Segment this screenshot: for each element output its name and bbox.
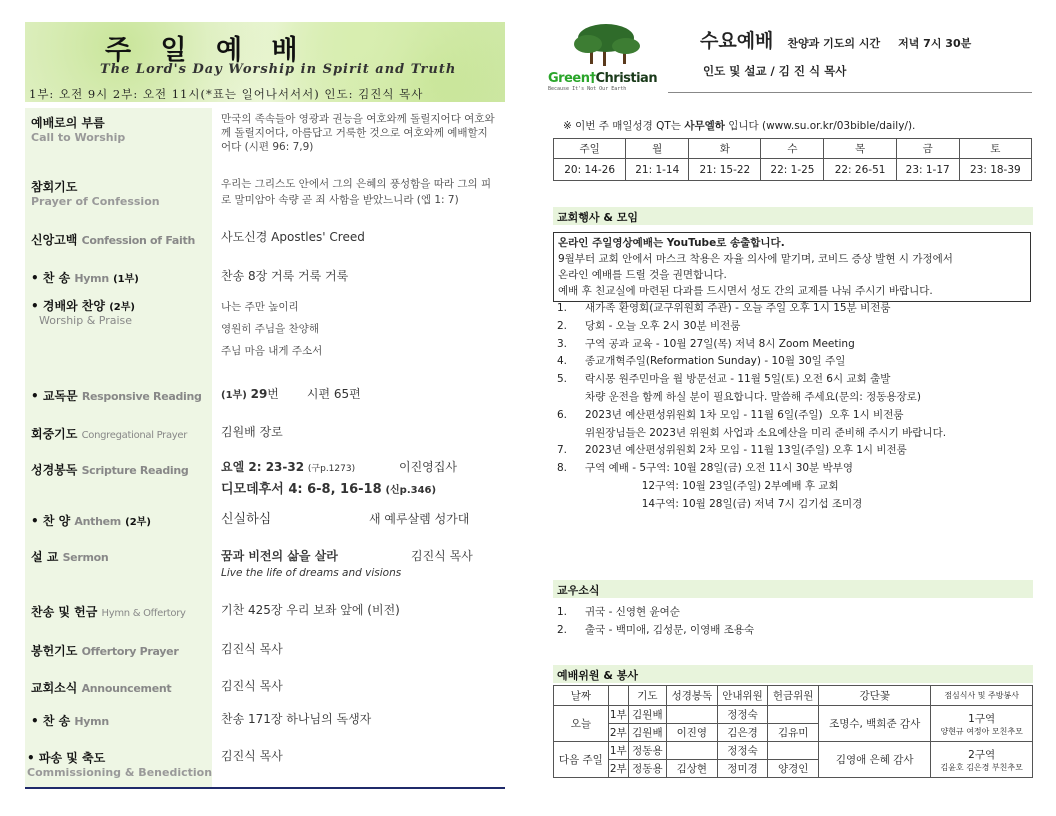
tree-icon	[548, 20, 668, 68]
item-text: 귀국 - 신영현 윤여순	[585, 606, 680, 618]
order-value: 김진식 목사	[221, 679, 283, 693]
servers-header: 예배위원 & 봉사	[553, 665, 1033, 683]
order-value: 우리는 그리스도 안에서 그의 은혜의 풍성함을 따라 그의 피로 말미암아 속량 곧 죄 사함을 받았느니라 (엡 1: 7)	[221, 178, 492, 206]
order-label: • 경배와 찬양 (2부) Worship & Praise	[31, 299, 135, 327]
order-label: 봉헌기도 Offertory Prayer	[31, 644, 179, 658]
item-text: 구역 공과 교육 - 10월 27일(목) 저녁 8시 Zoom Meeting	[585, 337, 855, 350]
item-text: 당회 - 오늘 오후 2시 30분 비전룸	[585, 319, 741, 332]
order-label: 찬송 및 헌금 Hymn & Offertory	[31, 605, 186, 619]
sermon-value: 꿈과 비전의 삶을 살라 김진식 목사 Live the life of dreams and visions	[221, 549, 473, 579]
item-text: 12구역: 10월 23일(주일) 2부예배 후 교회	[585, 480, 839, 492]
item-number: 5.	[557, 373, 568, 386]
list-item	[557, 478, 839, 493]
wednesday-leader: 인도 및 설교 / 김 진 식 목사	[703, 64, 847, 78]
sunday-subtitle: The Lord's Day Worship in Spirit and Truth	[100, 62, 457, 77]
item-text: 출국 - 백미애, 김성문, 이영배 조용숙	[585, 624, 755, 636]
order-value: 기찬 425장 우리 보좌 앞에 (비전)	[221, 603, 400, 617]
list-item	[557, 622, 754, 637]
sunday-title: 주 일 예 배	[105, 35, 308, 66]
item-number: 1.	[557, 302, 568, 314]
list-item	[557, 336, 855, 351]
list-item	[557, 318, 740, 333]
qt-notice: ※ 이번 주 매일성경 QT는 사무엘하 입니다 (www.su.or.kr/03bible/daily/).	[563, 120, 916, 132]
list-item	[557, 371, 890, 386]
order-value: 나는 주만 높이리 영원히 주님을 찬양해 주님 마음 내게 주소서	[221, 301, 323, 357]
order-value: 김진식 목사	[221, 749, 283, 763]
item-text: 2023년 예산편성위원회 2차 모임 - 11월 13일(주일) 오후 1시 비전룸	[585, 444, 907, 457]
divider	[668, 92, 1032, 93]
list-item	[557, 389, 921, 404]
order-value: 사도신경 Apostles' Creed	[221, 230, 365, 244]
item-text: 구역 예배 - 5구역: 10월 28일(금) 오전 11시 30분 박부영	[585, 462, 853, 475]
scripture-value: 요엘 2: 23-32 (구p.1273) 이진영집사 디모데후서 4: 6-8, 16-18 (신p.346)	[221, 460, 457, 497]
item-number: 1.	[557, 606, 568, 618]
list-item	[557, 353, 845, 368]
order-value: 신실하심 새 예루살렘 성가대	[221, 512, 470, 527]
item-number: 8.	[557, 462, 568, 475]
order-label: 설 교 Sermon	[31, 550, 109, 564]
item-text: 종교개혁주일(Reformation Sunday) - 10월 30일 주일	[585, 355, 846, 368]
order-label: 성경봉독 Scripture Reading	[31, 463, 189, 477]
list-item	[557, 407, 903, 422]
order-label: 회중기도 Congregational Prayer	[31, 427, 188, 441]
order-label: 예배로의 부름 Call to Worship	[31, 116, 126, 144]
order-label: • 교독문 Responsive Reading	[31, 389, 202, 403]
list-item	[557, 300, 891, 315]
servers-table: 날짜 기도 성경봉독 안내위원 헌금위원 강단꽃 점심식사 및 주방봉사 오늘 1부 김원배 정정숙 조명수, 백희준 감사 1구역 양현규 여정아 모친추모 2부 김원배 이진영 김은경 김유미 다음 주일 1부 정동용 정정숙 김영애 은혜 감사 2구역 김윤호 김은경 부친추모 2부 정동용 김상현 정미경 양경인	[553, 685, 1033, 778]
order-value: 김원배 장로	[221, 425, 283, 439]
item-text: 2023년 예산편성위원회 1차 모임 - 11월 6일(주일) 오후 1시 비전룸	[585, 408, 904, 421]
events-header: 교회행사 & 모임	[553, 207, 1033, 225]
divider	[25, 787, 505, 789]
wednesday-header: 수요예배 찬양과 기도의 시간 저녁 7시 30분	[700, 30, 972, 52]
order-label: • 찬 송 Hymn	[31, 714, 109, 728]
list-item	[557, 496, 862, 511]
order-value: 만국의 족속들아 영광과 권능을 여호와께 돌릴지어다 여호와께 돌릴지어다, 아름답고 거룩한 것으로 여호와께 예배할지어다 (시편 96: 7,9)	[221, 113, 495, 153]
item-number: 3.	[557, 337, 568, 350]
members-header: 교우소식	[553, 580, 1033, 598]
order-value: (1부) 29번 시편 65편	[221, 387, 361, 401]
item-number: 7.	[557, 444, 568, 457]
item-text: 차량 운전을 함께 하실 분이 필요합니다. 말씀해 주세요(문의: 정동용장로)	[585, 391, 921, 403]
item-text: 14구역: 10월 28일(금) 저녁 7시 김기섭 조미경	[585, 497, 863, 510]
church-logo: Green†Christian Because It's Not Our Earth	[548, 20, 668, 84]
order-label: • 파송 및 축도 Commissioning & Benediction	[27, 751, 213, 779]
list-item	[557, 442, 907, 457]
item-number: 4.	[557, 355, 568, 368]
list-item	[557, 604, 680, 619]
item-text: 위원장님들은 2023년 위원회 사업과 소요예산을 미리 준비해 주시기 바랍니다.	[585, 426, 947, 439]
order-label: 참회기도 Prayer of Confession	[31, 180, 160, 208]
item-text: 락시몽 원주민마을 월 방문선교 - 11월 5일(토) 오전 6시 교회 출발	[585, 373, 891, 386]
order-label: • 찬 송 Hymn (1부)	[31, 271, 139, 285]
order-value: 김진식 목사	[221, 642, 283, 656]
item-number: 2.	[557, 624, 568, 636]
order-value: 찬송 8장 거룩 거룩 거룩	[221, 269, 349, 283]
order-value: 찬송 171장 하나님의 독생자	[221, 712, 372, 726]
list-item	[557, 460, 853, 475]
item-text: 새가족 환영회(교구위원회 주관) - 오늘 주일 오후 1시 15분 비전룸	[585, 302, 891, 314]
list-item	[557, 425, 946, 440]
qt-table: 주일 월 화 수 목 금 토 20: 14-26 21: 1-14 21: 15-22 22: 1-25 22: 26-51 23: 1-17 23: 18-39	[553, 138, 1032, 181]
notice-box: 온라인 주일영상예배는 YouTube로 송출합니다. 9월부터 교회 안에서 마스크 착용은 자율 의사에 맡기며, 코비드 증상 발현 시 가정에서 온라인 예배를 드릴 것을 권면합니다. 예배 후 친교실에 마련된 다과를 드시면서 성도 간의 교제를 나눠 주시기 바랍니다.	[553, 232, 1031, 302]
item-number: 6.	[557, 408, 568, 421]
sunday-banner	[25, 22, 505, 102]
order-label: 신앙고백 Confession of Faith	[31, 233, 195, 247]
item-number: 2.	[557, 319, 568, 332]
sunday-info: 1부: 오전 9시 2부: 오전 11시(*표는 일어나서서서) 인도: 김진식 목사	[29, 87, 424, 101]
order-label: 교회소식 Announcement	[31, 681, 172, 695]
order-label: • 찬 양 Anthem (2부)	[31, 514, 151, 528]
